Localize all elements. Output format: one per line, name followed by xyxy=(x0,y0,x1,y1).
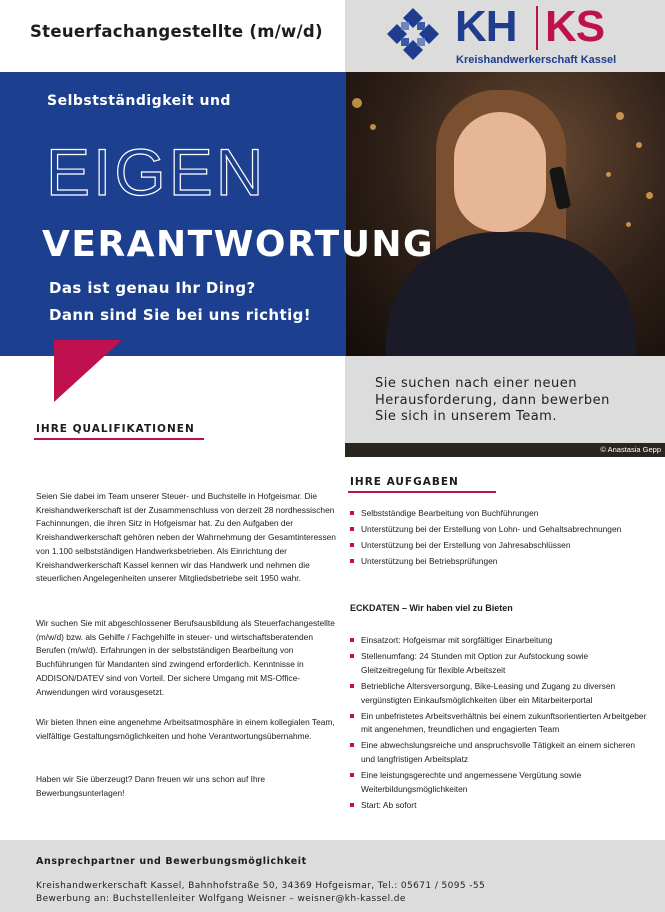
bullet-icon xyxy=(350,511,354,515)
list-item xyxy=(350,680,650,707)
bullet-icon xyxy=(350,527,354,531)
bullet-icon xyxy=(350,773,354,777)
quote-line-2: Herausforderung, dann bewerben xyxy=(375,392,610,408)
bullet-icon xyxy=(350,714,354,718)
hero-word-eigen: EIGEN xyxy=(46,135,267,209)
bullet-icon xyxy=(350,803,354,807)
facts-heading: ECKDATEN – Wir haben viel zu Bieten xyxy=(350,603,513,613)
qualifications-paragraph-3: Wir bieten Ihnen eine angenehme Arbeitsatmosphäre in einem kollegialen Team, vielfältige Gestaltungsmöglichkeiten und hohe Verantwortungsübernahme. xyxy=(36,717,335,741)
fact-text: Ein unbefristetes Arbeitsverhältnis bei einem zukunftsorientierten Arbeitgeber mit angenehmen, freundlichen und engagierten Team xyxy=(361,710,647,735)
quote-line-3: Sie sich in unserem Team. xyxy=(375,409,557,424)
list-item xyxy=(350,523,650,537)
footer-address: Kreishandwerkerschaft Kassel, Bahnhofstraße 50, 34369 Hofgeismar, Tel.: 05671 / 5095 -55 xyxy=(36,881,486,891)
hero-question-2: Dann sind Sie bei uns richtig! xyxy=(49,306,311,324)
bullet-icon xyxy=(350,638,354,642)
hero-line-1: Selbstständigkeit und xyxy=(47,93,231,109)
bullet-icon xyxy=(350,654,354,658)
quote-line-1: Sie suchen nach einer neuen xyxy=(375,376,578,391)
hero-word-verantwortung: VERANTWORTUNG xyxy=(42,224,435,265)
fact-text: Eine abwechslungsreiche und anspruchsvolle Tätigkeit an einem sicheren und langfristigen Arbeitsplatz xyxy=(361,740,636,765)
photo-credit: © Anastasia Gepp xyxy=(600,445,661,454)
facts-list xyxy=(350,634,650,815)
job-title: Steuerfachangestellte (m/w/d) xyxy=(30,22,323,41)
footer-heading: Ansprechpartner und Bewerbungsmöglichkeit xyxy=(36,856,307,867)
fact-text: Betriebliche Altersversorgung, Bike-Leasing und Zugang zu diversen vergünstigten Einkaufsmöglichkeiten über ein Mitarbeiterportal xyxy=(361,680,616,705)
logo-subtitle: Kreishandwerkerschaft Kassel xyxy=(456,54,617,66)
task-text: Unterstützung bei der Erstellung von Jahresabschlüssen xyxy=(361,540,571,551)
bullet-icon xyxy=(350,543,354,547)
fact-text: Stellenumfang: 24 Stunden mit Option zur Aufstockung sowie Gleitzeitregelung für flexible Arbeitszeit xyxy=(361,651,589,675)
quote-box xyxy=(345,356,665,457)
fact-text: Einsatzort: Hofgeismar mit sorgfältiger Einarbeitung xyxy=(361,635,553,645)
list-item xyxy=(350,769,650,796)
qualifications-paragraph-2: Wir suchen Sie mit abgeschlossener Berufsausbildung als Steuerfachangestellte (m/w/d) bzw. als Gehilfe / Fachgehilfe in steuer- und wirtschaftsberatenden Berufen (m/w/d). Erfahrungen in der selbstständigen Bearbeitung von Buchführungen für Mandanten sind zwingend erforderlich. Kenntnisse in ADDISON/DATEV sind von Vorteil. Der sichere Umgang mit MS-Office-Anwendungen wird vorausgesetzt. xyxy=(36,618,335,697)
footer-application-contact[interactable]: Bewerbung an: Buchstellenleiter Wolfgang Weisner – weisner@kh-kassel.de xyxy=(36,894,406,904)
task-text: Selbstständige Bearbeitung von Buchführungen xyxy=(361,508,539,518)
qualifications-rule xyxy=(34,438,204,440)
qualifications-paragraph-1: Seien Sie dabei im Team unserer Steuer- und Buchstelle in Hofgeismar. Die Kreishandwerkerschaft ist der Zusammenschluss von derzeit 28 nordhessischen Fachinnungen, die ihren Sitz in Hofgeismar hat. Zu den Aufgaben der Kreishandwerkerschaft gehören neben der Wahrnehmung der Gesamtinteressen von 1.100 selbstständigen Handwerksbetrieben. Als Einrichtung der Kreishandwerkerschaft Kassel kennen wir das Handwerk und nehmen die steuerlichen Angelegenheiten unserer Mitgliedsbetriebe seit 1950 wahr. xyxy=(36,491,336,584)
list-item xyxy=(350,507,650,521)
list-item xyxy=(350,555,650,569)
list-item xyxy=(350,634,650,648)
list-item xyxy=(350,650,650,677)
hero-question-1: Das ist genau Ihr Ding? xyxy=(49,279,256,297)
quote-text xyxy=(375,376,610,426)
tasks-heading: IHRE AUFGABEN xyxy=(350,476,459,488)
list-item xyxy=(350,539,650,553)
logo-ks-text: KS xyxy=(545,2,605,51)
qualifications-paragraph-4: Haben wir Sie überzeugt? Dann freuen wir uns schon auf Ihre Bewerbungsunterlagen! xyxy=(36,774,266,798)
logo-kh-text: KH xyxy=(455,2,517,51)
list-item xyxy=(350,739,650,766)
hero-photo xyxy=(346,72,665,356)
pink-triangle-icon xyxy=(50,336,124,404)
logo xyxy=(345,0,665,72)
task-text: Unterstützung bei der Erstellung von Lohn- und Gehaltsabrechnungen xyxy=(361,524,622,535)
list-item xyxy=(350,799,650,813)
tasks-rule xyxy=(348,491,496,493)
photo-credit-strip xyxy=(345,443,665,457)
tasks-list xyxy=(350,507,650,571)
logo-mark-icon xyxy=(385,6,441,62)
task-text: Unterstützung bei Betriebsprüfungen xyxy=(361,556,498,567)
bullet-icon xyxy=(350,559,354,563)
logo-separator xyxy=(536,6,538,50)
footer xyxy=(0,840,665,912)
bullet-icon xyxy=(350,743,354,747)
list-item xyxy=(350,710,650,737)
bullet-icon xyxy=(350,684,354,688)
qualifications-heading: IHRE QUALIFIKATIONEN xyxy=(36,423,195,435)
fact-text: Start: Ab sofort xyxy=(361,800,417,811)
fact-text: Eine leistungsgerechte und angemessene Vergütung sowie Weiterbildungsmöglichkeiten xyxy=(361,770,582,794)
